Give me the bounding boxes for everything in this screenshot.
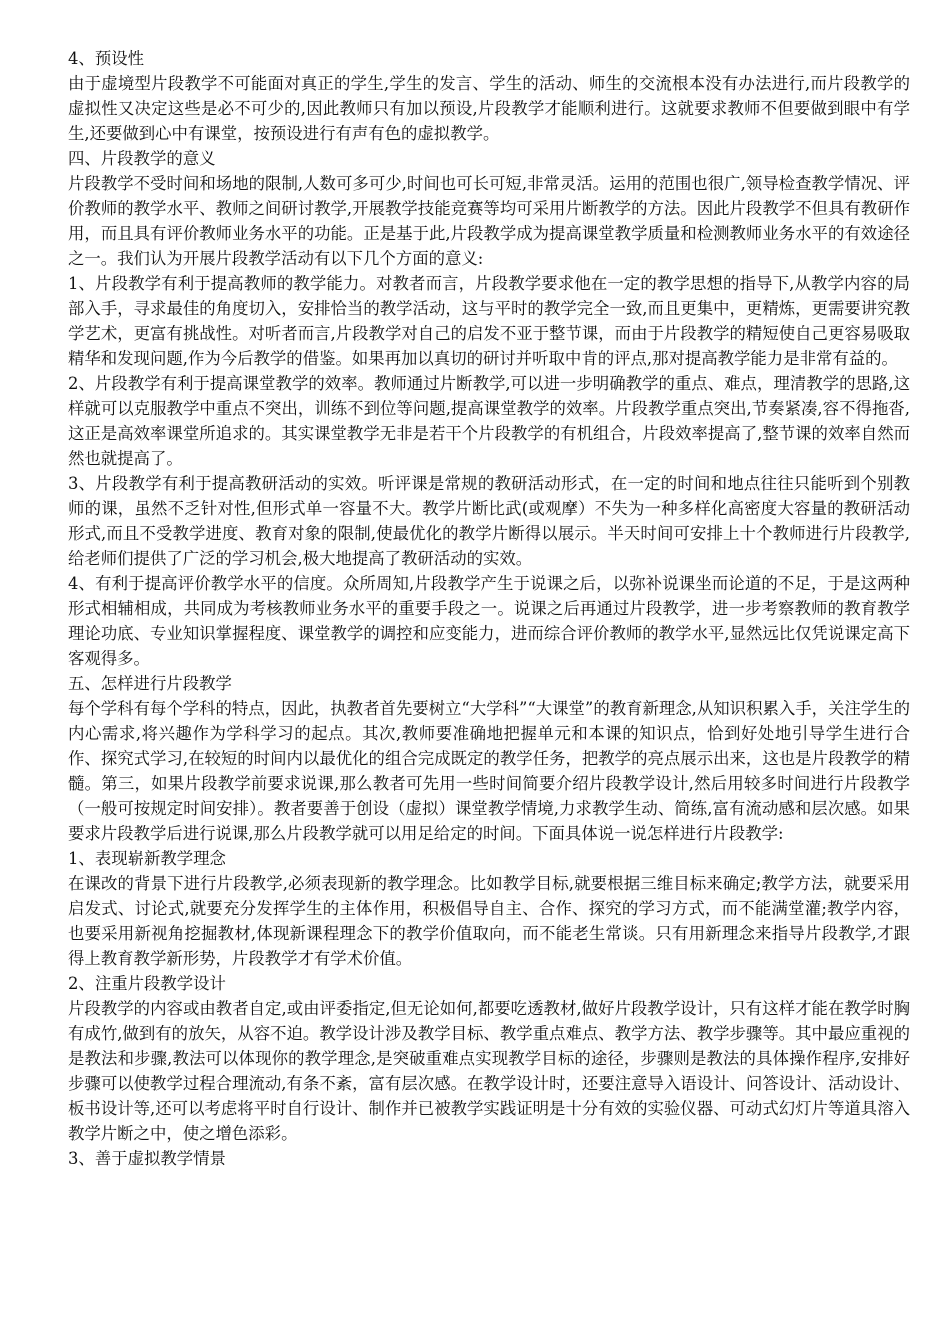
body-paragraph: 4、有利于提高评价教学水平的信度。众所周知,片段教学产生于说课之后，以弥补说课坐而论道的不足，于是这两种形式相辅相成，共同成为考核教师业务水平的重要手段之一。说课之后再通过片段教学，进一步考察教师的教育教学理论功底、专业知识掌握程度、课堂教学的调控和应变能力，进而综合评价教师的教学水平,显然远比仅凭说课定高下客观得多。 — [68, 574, 910, 668]
subsection-heading: 2、注重片段教学设计 — [68, 974, 226, 993]
subsection-heading: 1、表现崭新教学理念 — [68, 849, 226, 868]
body-paragraph: 2、片段教学有利于提高课堂教学的效率。教师通过片断教学,可以进一步明确教学的重点、难点，理清教学的思路,这样就可以克服教学中重点不突出，训练不到位等问题,提高课堂教学的效率。片段教学重点突出,节奏紧凑,容不得拖沓,这正是高效率课堂所追求的。其实课堂教学无非是若干个片段教学的有机组合，片段效率提高了,整节课的效率自然而然也就提高了。 — [68, 374, 910, 468]
document-body — [68, 46, 910, 1171]
body-paragraph: 每个学科有每个学科的特点，因此，执教者首先要树立“大学科”“大课堂”的教育新理念,从知识积累入手，关注学生的内心需求,将兴趣作为学科学习的起点。其次,教师要准确地把握单元和本课的知识点，恰到好处地引导学生进行合作、探究式学习,在较短的时间内以最优化的组合完成既定的教学任务，把教学的亮点展示出来，这也是片段教学的精髓。第三，如果片段教学前要求说课,那么教者可先用一些时间简要介绍片段教学设计,然后用较多时间进行片段教学（一般可按规定时间安排）。教者要善于创设（虚拟）课堂教学情境,力求教学生动、简练,富有流动感和层次感。如果要求片段教学后进行说课,那么片段教学就可以用足给定的时间。下面具体说一说怎样进行片段教学: — [68, 699, 910, 843]
body-paragraph: 3、片段教学有利于提高教研活动的实效。听评课是常规的教研活动形式，在一定的时间和地点往往只能听到个别教师的课，虽然不乏针对性,但形式单一容量不大。教学片断比武(或观摩）不失为一种多样化高密度大容量的教研活动形式,而且不受教学进度、教育对象的限制,使最优化的教学片断得以展示。半天时间可安排上十个教师进行片段教学,给老师们提供了广泛的学习机会,极大地提高了教研活动的实效。 — [68, 474, 910, 568]
body-paragraph: 在课改的背景下进行片段教学,必须表现新的教学理念。比如教学目标,就要根据三维目标来确定;教学方法，就要采用启发式、讨论式,就要充分发挥学生的主体作用，积极倡导自主、合作、探究的学习方式，而不能满堂灌;教学内容，也要采用新视角挖掘教材,体现新课程理念下的教学价值取向，而不能老生常谈。只有用新理念来指导片段教学,才跟得上教育教学新形势，片段教学才有学术价值。 — [68, 874, 910, 968]
body-paragraph: 1、片段教学有利于提高教师的教学能力。对教者而言，片段教学要求他在一定的教学思想的指导下,从教学内容的局部入手，寻求最佳的角度切入，安排恰当的教学活动，这与平时的教学完全一致,而且更集中，更精炼，更需要讲究教学艺术，更富有挑战性。对听者而言,片段教学对自己的启发不亚于整节课，而由于片段教学的精短使自己更容易吸取精华和发现问题,作为今后教学的借鉴。如果再加以真切的研讨并听取中肯的评点,那对提高教学能力是非常有益的。 — [68, 274, 910, 368]
section-heading: 五、怎样进行片段教学 — [68, 674, 232, 693]
subsection-heading: 3、善于虚拟教学情景 — [68, 1149, 226, 1168]
body-paragraph: 片段教学不受时间和场地的限制,人数可多可少,时间也可长可短,非常灵活。运用的范围也很广,领导检查教学情况、评价教师的教学水平、教师之间研讨教学,开展教学技能竞赛等均可采用片断教学的方法。因此片段教学不但具有教研作用，而且具有评价教师业务水平的功能。正是基于此,片段教学成为提高课堂教学质量和检测教师业务水平的有效途径之一。我们认为开展片段教学活动有以下几个方面的意义: — [68, 174, 910, 268]
body-paragraph: 由于虚境型片段教学不可能面对真正的学生,学生的发言、学生的活动、师生的交流根本没有办法进行,而片段教学的虚拟性又决定这些是必不可少的,因此教师只有加以预设,片段教学才能顺利进行。这就要求教师不但要做到眼中有学生,还要做到心中有课堂，按预设进行有声有色的虚拟教学。 — [68, 74, 910, 143]
section-heading: 4、预设性 — [68, 49, 144, 68]
section-heading: 四、片段教学的意义 — [68, 149, 216, 168]
body-paragraph: 片段教学的内容或由教者自定,或由评委指定,但无论如何,都要吃透教材,做好片段教学设计，只有这样才能在教学时胸有成竹,做到有的放矢，从容不迫。教学设计涉及教学目标、教学重点难点、教学方法、教学步骤等。其中最应重视的是教法和步骤,教法可以体现你的教学理念,是突破重难点实现教学目标的途径，步骤则是教法的具体操作程序,安排好步骤可以使教学过程合理流动,有条不紊，富有层次感。在教学设计时，还要注意导入语设计、问答设计、活动设计、板书设计等,还可以考虑将平时自行设计、制作并已被教学实践证明是十分有效的实验仪器、可动式幻灯片等道具溶入教学片断之中，使之增色添彩。 — [68, 999, 910, 1143]
